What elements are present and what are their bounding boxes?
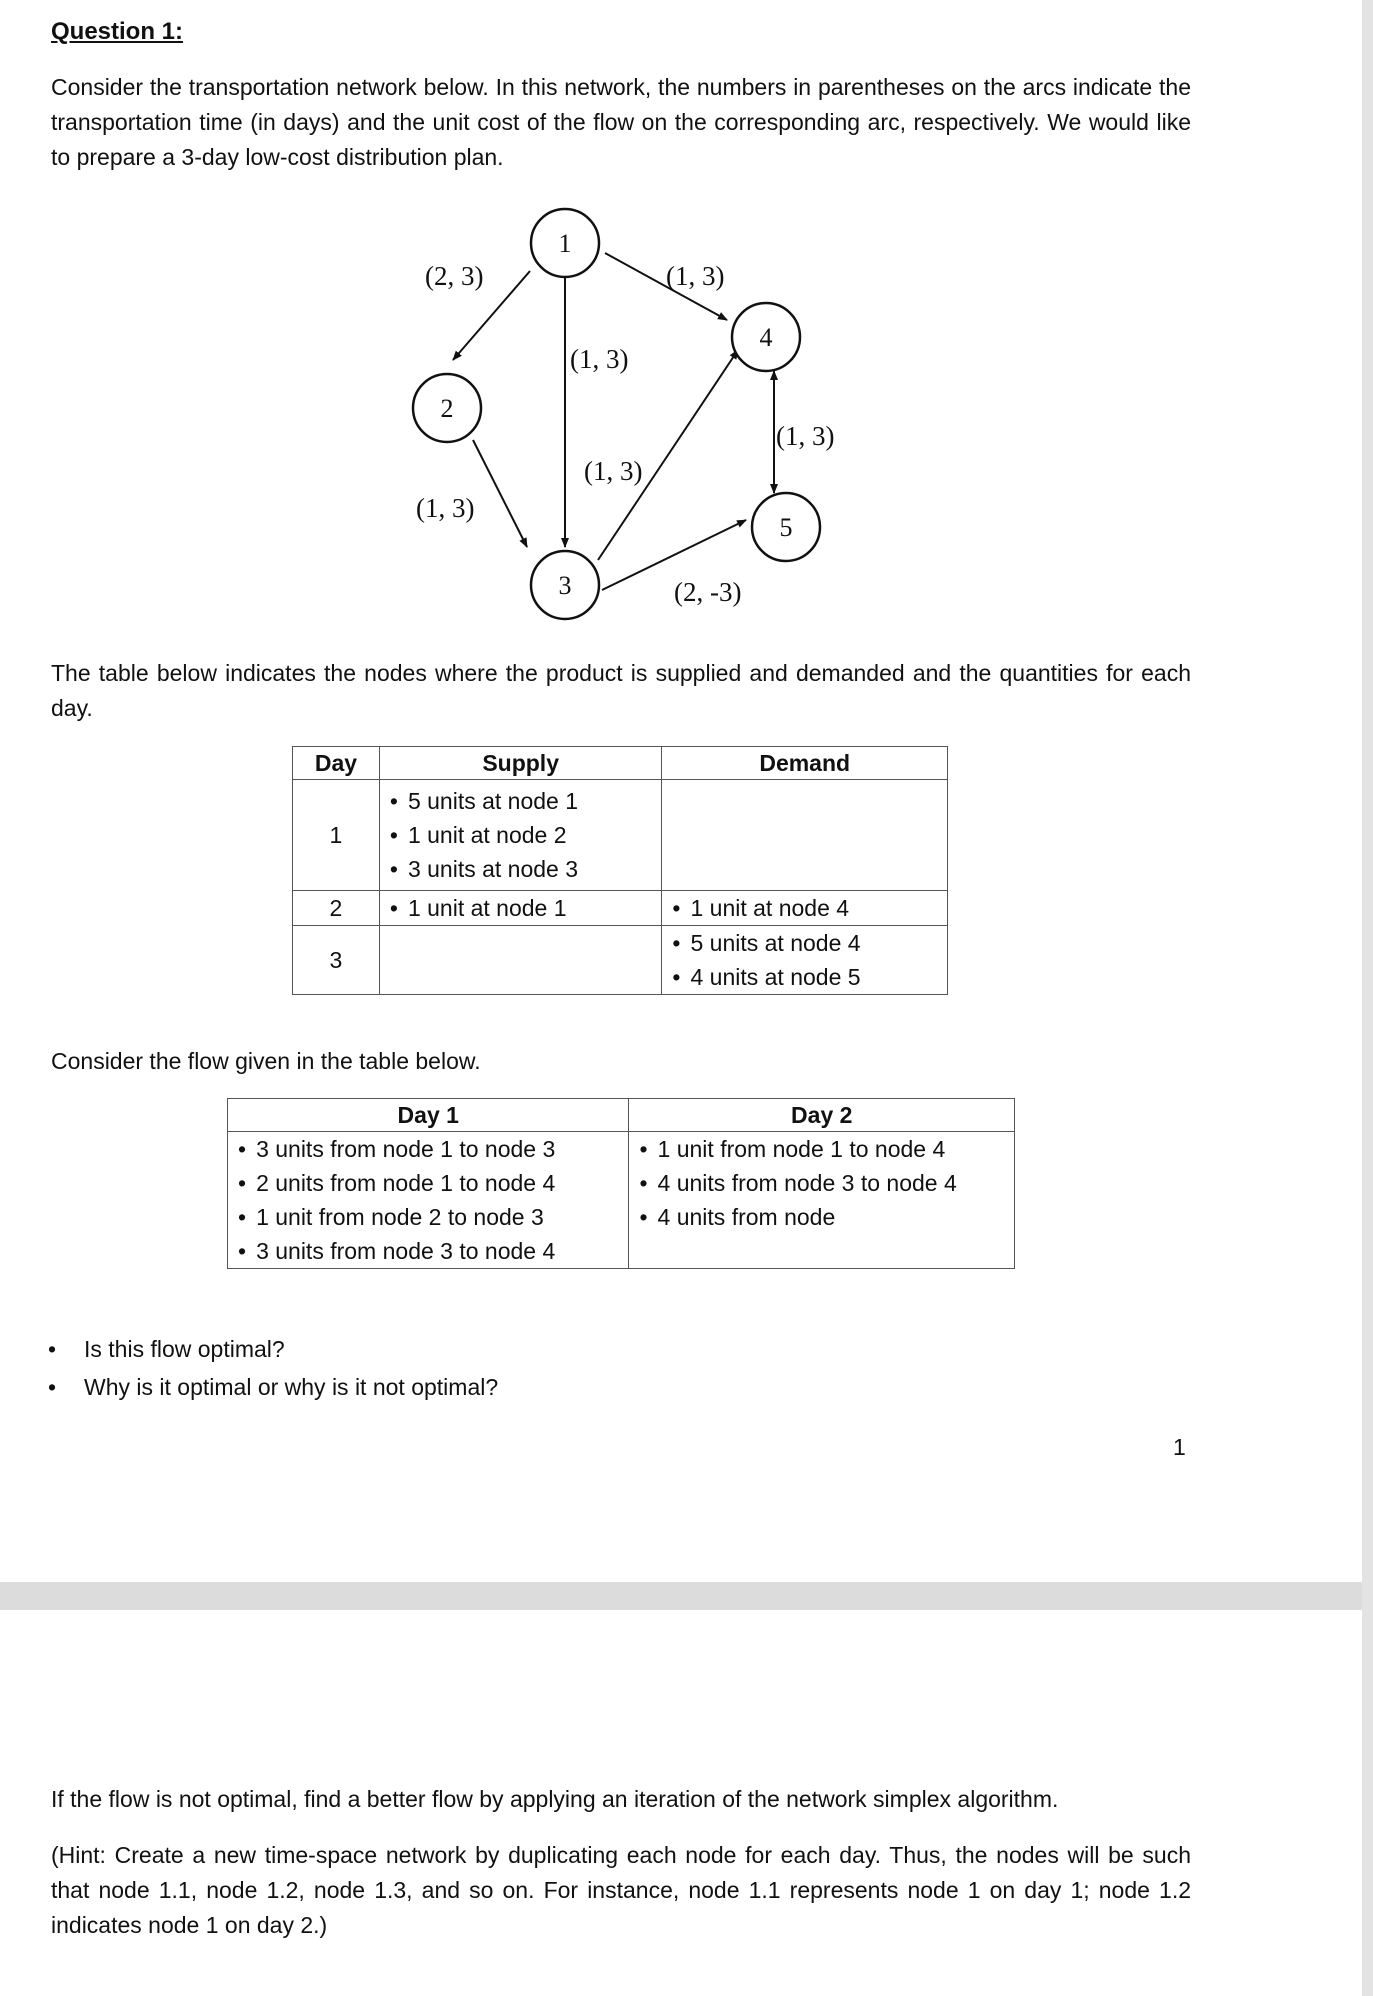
table-row bbox=[293, 780, 948, 891]
table-row bbox=[228, 1132, 1015, 1269]
list-item: • 1 unit at node 1 bbox=[390, 891, 654, 925]
supply-table-header bbox=[293, 747, 948, 780]
list-item: • 4 units from node bbox=[639, 1200, 1006, 1234]
node-1-label: 1 bbox=[558, 229, 572, 258]
page2-hint-paragraph: (Hint: Create a new time-space network by duplicating each node for each day. Thus, the nodes will be such that node 1.1, node 1.2, node 1.3, and so on. For instance, node 1.1 represents node 1 on day 1; node 1.2 indicates node 1 on day 2.) bbox=[51, 1842, 1191, 1938]
arc-label-3-5: (2, -3) bbox=[674, 577, 742, 607]
arc-label-1-4: (1, 3) bbox=[666, 261, 725, 291]
table-row bbox=[293, 891, 948, 926]
day-cell: 2 bbox=[293, 891, 380, 926]
node-4 bbox=[732, 303, 800, 371]
list-item: • 1 unit from node 1 to node 4 bbox=[639, 1132, 1006, 1166]
list-item: • 5 units at node 1 bbox=[390, 784, 654, 818]
header-day: Day bbox=[293, 747, 380, 780]
arc-2-3 bbox=[473, 440, 527, 547]
supply-demand-table bbox=[292, 746, 948, 995]
flow-table-header bbox=[228, 1099, 1015, 1132]
list-item: • 5 units at node 4 bbox=[672, 926, 939, 960]
list-item: • 1 unit from node 2 to node 3 bbox=[238, 1200, 620, 1234]
node-5-label: 5 bbox=[779, 513, 793, 542]
list-item: • 1 unit at node 2 bbox=[390, 818, 654, 852]
list-item: • 3 units from node 1 to node 3 bbox=[238, 1132, 620, 1166]
list-item: • 4 units at node 5 bbox=[672, 960, 939, 994]
header-day-2: Day 2 bbox=[629, 1099, 1015, 1132]
table-row bbox=[293, 926, 948, 995]
supply-cell bbox=[379, 926, 662, 995]
scrollbar-track[interactable] bbox=[1362, 0, 1373, 1996]
list-item: • 4 units from node 3 to node 4 bbox=[639, 1166, 1006, 1200]
node-3 bbox=[531, 551, 599, 619]
arc-label-2-3: (1, 3) bbox=[416, 493, 475, 523]
table-intro-paragraph: The table below indicates the nodes where the product is supplied and demanded and the quantities for each day. bbox=[51, 660, 1191, 721]
node-5 bbox=[752, 493, 820, 561]
page-separator bbox=[0, 1582, 1362, 1610]
list-item: • Is this flow optimal? bbox=[48, 1336, 285, 1362]
list-item: • Why is it optimal or why is it not optimal? bbox=[48, 1374, 499, 1400]
list-item: • 3 units at node 3 bbox=[390, 852, 654, 886]
day-1-flow-cell bbox=[228, 1132, 629, 1269]
demand-cell bbox=[662, 891, 948, 926]
arc-3-4 bbox=[598, 350, 738, 560]
header-day-1: Day 1 bbox=[228, 1099, 629, 1132]
node-2 bbox=[413, 374, 481, 442]
page2-paragraph-1: If the flow is not optimal, find a better flow by applying an iteration of the network simplex algorithm. bbox=[51, 1786, 1059, 1812]
flow-intro-paragraph: Consider the flow given in the table below. bbox=[51, 1048, 481, 1074]
demand-cell bbox=[662, 780, 948, 891]
header-supply: Supply bbox=[379, 747, 662, 780]
arc-label-3-4: (1, 3) bbox=[584, 456, 643, 486]
header-demand: Demand bbox=[662, 747, 948, 780]
flow-table bbox=[227, 1098, 1015, 1269]
supply-cell bbox=[379, 780, 662, 891]
supply-cell bbox=[379, 891, 662, 926]
question-list bbox=[48, 1330, 498, 1406]
arc-label-1-2: (2, 3) bbox=[425, 261, 484, 291]
node-2-label: 2 bbox=[440, 394, 454, 423]
intro-paragraph: Consider the transportation network below. In this network, the numbers in parentheses on the arcs indicate the transportation time (in days) and the unit cost of the flow on the corresponding arc, respectively. We would like to prepare a 3-day low-cost distribution plan. bbox=[51, 74, 1191, 170]
demand-cell bbox=[662, 926, 948, 995]
question-text: Why is it optimal or why is it not optimal? bbox=[84, 1374, 499, 1400]
list-item: • 1 unit at node 4 bbox=[672, 891, 939, 925]
network-diagram bbox=[390, 205, 870, 635]
day-2-flow-cell bbox=[629, 1132, 1015, 1269]
arc-label-4-5: (1, 3) bbox=[776, 421, 835, 451]
list-item: • 2 units from node 1 to node 4 bbox=[238, 1166, 620, 1200]
day-cell: 3 bbox=[293, 926, 380, 995]
arc-label-1-3: (1, 3) bbox=[570, 344, 629, 374]
node-1 bbox=[531, 209, 599, 277]
list-item: • 3 units from node 3 to node 4 bbox=[238, 1234, 620, 1268]
question-title: Question 1: bbox=[51, 18, 184, 45]
node-3-label: 3 bbox=[558, 571, 572, 600]
node-4-label: 4 bbox=[759, 323, 773, 352]
page-number: 1 bbox=[1173, 1434, 1186, 1460]
question-text: Is this flow optimal? bbox=[84, 1336, 285, 1362]
day-cell: 1 bbox=[293, 780, 380, 891]
